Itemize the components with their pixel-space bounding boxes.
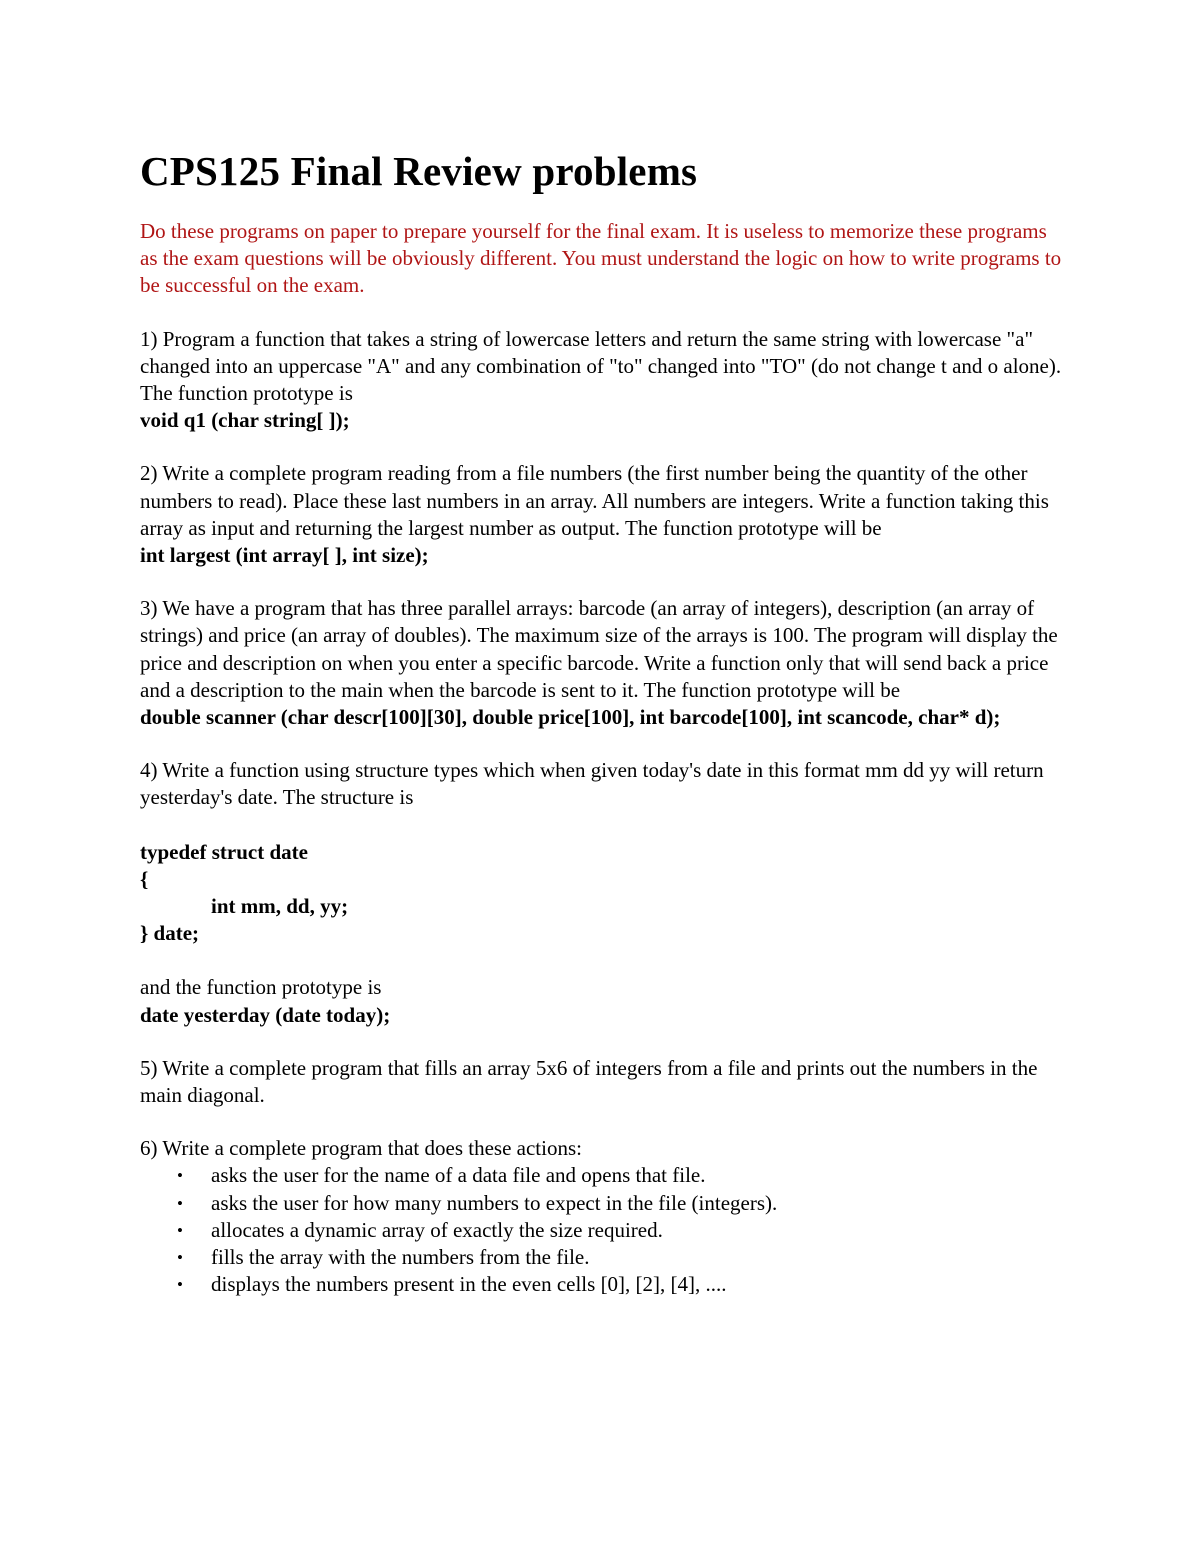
list-item-text: fills the array with the numbers from the file. (211, 1245, 590, 1270)
struct-line-2: { (140, 866, 149, 891)
bullet-icon: • (177, 1220, 183, 1240)
question-1 (140, 326, 1065, 435)
document-title: CPS125 Final Review problems (140, 148, 698, 194)
question-6 (140, 1135, 1065, 1298)
question-4-text: 4) Write a function using structure types which when given today's date in this format mm dd yy will return yesterday's date. The structure is (140, 758, 1044, 810)
question-6-text: 6) Write a complete program that does these actions: (140, 1136, 582, 1161)
struct-line-4: } date; (140, 921, 200, 946)
struct-line-3: int mm, dd, yy; (211, 894, 349, 919)
struct-line-1: typedef struct date (140, 839, 308, 864)
list-item (140, 1190, 1065, 1217)
document-page (140, 143, 1065, 1299)
list-item (140, 1271, 1065, 1298)
spacer (140, 947, 1065, 974)
question-4 (140, 757, 1065, 1029)
bullet-icon: • (177, 1275, 183, 1295)
bullet-icon: • (177, 1166, 183, 1186)
question-3 (140, 595, 1065, 731)
list-item (140, 1162, 1065, 1189)
bullet-icon: • (177, 1248, 183, 1268)
question-3-prototype: double scanner (char descr[100][30], double price[100], int barcode[100], int scancode, char* d); (140, 705, 1001, 730)
question-5-text: 5) Write a complete program that fills an array 5x6 of integers from a file and prints out the numbers in the main diagonal. (140, 1055, 1038, 1108)
question-1-prototype: void q1 (char string[ ]); (140, 408, 350, 433)
question-2-prototype: int largest (int array[ ], int size); (140, 543, 429, 568)
list-item (140, 1244, 1065, 1271)
question-5 (140, 1055, 1065, 1109)
list-item (140, 1217, 1065, 1244)
spacer (140, 812, 1065, 839)
list-item-text: asks the user for the name of a data file and opens that file. (211, 1163, 706, 1188)
question-2-text: 2) Write a complete program reading from a file numbers (the first number being the quantity of the other numbers to read). Place these last numbers in an array. All numbers are integers. Write a function taking this array as input and returning the largest number as output. The function prototype will be (140, 461, 1049, 540)
list-item-text: asks the user for how many numbers to expect in the file (integers). (211, 1190, 778, 1215)
question-1-text: 1) Program a function that takes a string of lowercase letters and return the same string with lowercase "a" changed into an uppercase "A" and any combination of "to" changed into "TO" (do not change t and o alone). The function prototype is (140, 326, 1062, 406)
question-6-bullet-list (140, 1162, 1065, 1298)
question-2 (140, 460, 1065, 569)
list-item-text: displays the numbers present in the even cells [0], [2], [4], .... (211, 1272, 727, 1297)
bullet-icon: • (177, 1193, 183, 1213)
question-3-text: 3) We have a program that has three parallel arrays: barcode (an array of integers), description (an array of strings) and price (an array of doubles). The maximum size of the arrays is 100. The program will display the price and description on when you enter a specific barcode. Write a function only that will send back a price and a description to the main when the barcode is sent to it. The function prototype will be (140, 596, 1058, 702)
list-item-text: allocates a dynamic array of exactly the size required. (211, 1217, 663, 1242)
intro-paragraph: Do these programs on paper to prepare yourself for the final exam. It is useless to memorize these programs as the exam questions will be obviously different. You must understand the logic on how to write programs to be successful on the exam. (140, 219, 1062, 298)
question-4-after-text: and the function prototype is (140, 975, 382, 1000)
question-4-prototype: date yesterday (date today); (140, 1002, 391, 1027)
